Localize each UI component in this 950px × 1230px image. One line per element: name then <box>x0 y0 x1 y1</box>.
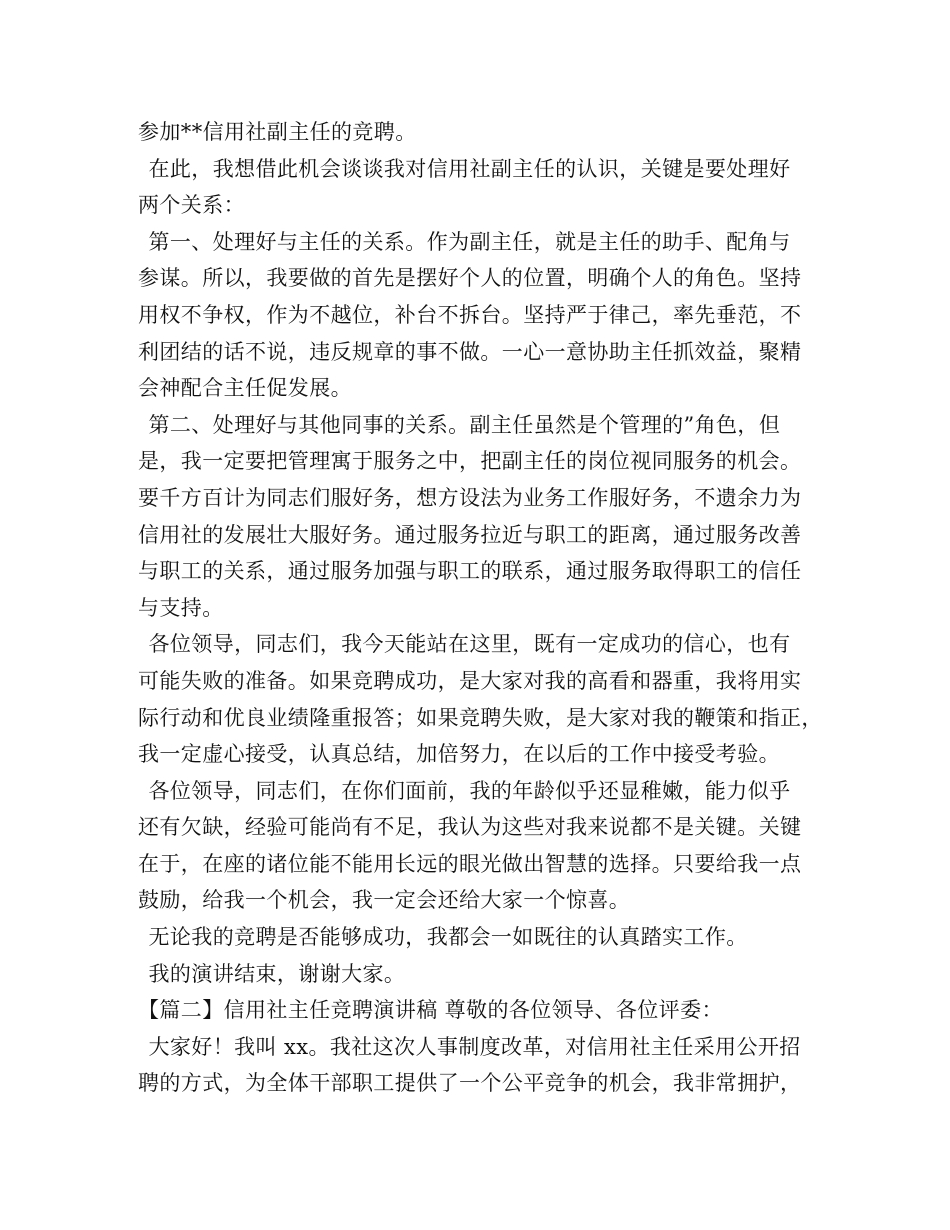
text-line: 际行动和优良业绩隆重报答；如果竞聘失败，是大家对我的鞭策和指正， <box>138 705 823 730</box>
paragraph <box>138 956 828 993</box>
document-body <box>138 114 828 1102</box>
text-line: 大家好！我叫 xx。我社这次人事制度改革，对信用社主任采用公开招 <box>148 1034 801 1059</box>
text-line: 第二、处理好与其他同事的关系。副主任虽然是个管理的”角色，但 <box>148 412 781 437</box>
text-line: 会神配合主任促发展。 <box>138 376 352 401</box>
text-line: 要千方百计为同志们服好务，想方设法为业务工作服好务，不遗余力为 <box>138 485 802 510</box>
text-line: 我的演讲结束，谢谢大家。 <box>148 961 406 986</box>
text-line: 在于，在座的诸位能不能用长远的眼光做出智慧的选择。只要给我一点 <box>138 851 802 876</box>
text-line: 聘的方式，为全体干部职工提供了一个公平竞争的机会，我非常拥护， <box>138 1071 802 1096</box>
text-line: 在此，我想借此机会谈谈我对信用社副主任的认识，关键是要处理好 <box>148 156 791 181</box>
text-line: 各位领导，同志们，在你们面前，我的年龄似乎还显稚嫩，能力似乎 <box>148 778 791 803</box>
text-line: 第一、处理好与主任的关系。作为副主任，就是主任的助手、配角与 <box>148 229 791 254</box>
paragraph <box>138 773 828 919</box>
text-line: 参谋。所以，我要做的首先是摆好个人的位置，明确个人的角色。坚持 <box>138 266 802 291</box>
section-heading <box>138 992 828 1029</box>
text-line: 【篇二】信用社主任竞聘演讲稿 尊敬的各位领导、各位评委： <box>138 998 723 1023</box>
text-line: 利团结的话不说，违反规章的事不做。一心一意协助主任抓效益，聚精 <box>138 339 802 364</box>
text-line: 鼓励，给我一个机会，我一定会还给大家一个惊喜。 <box>138 888 631 913</box>
text-line: 用权不争权，作为不越位，补台不拆台。坚持严于律己，率先垂范，不 <box>138 302 802 327</box>
text-line: 可能失败的准备。如果竞聘成功，是大家对我的高看和器重，我将用实 <box>138 668 802 693</box>
text-line: 是，我一定要把管理寓于服务之中，把副主任的岗位视同服务的机会。 <box>138 449 802 474</box>
text-line: 还有欠缺，经验可能尚有不足，我认为这些对我来说都不是关键。关键 <box>138 815 802 840</box>
text-line: 与支持。 <box>138 595 224 620</box>
paragraph <box>138 224 828 407</box>
paragraph <box>138 919 828 956</box>
paragraph <box>138 1029 828 1102</box>
text-line: 与职工的关系，通过服务加强与职工的联系，通过服务取得职工的信任 <box>138 559 802 584</box>
paragraph <box>138 151 828 224</box>
text-line: 参加**信用社副主任的竞聘。 <box>138 120 417 144</box>
text-line: 两个关系： <box>138 193 245 218</box>
text-line: 信用社的发展壮大服好务。通过服务拉近与职工的距离，通过服务改善 <box>138 522 802 547</box>
paragraph <box>138 114 828 151</box>
paragraph <box>138 407 828 627</box>
text-line: 各位领导，同志们，我今天能站在这里，既有一定成功的信心，也有 <box>148 632 791 657</box>
text-line: 无论我的竞聘是否能够成功，我都会一如既往的认真踏实工作。 <box>148 925 748 950</box>
paragraph <box>138 626 828 772</box>
text-line: 我一定虚心接受，认真总结，加倍努力，在以后的工作中接受考验。 <box>138 742 780 767</box>
